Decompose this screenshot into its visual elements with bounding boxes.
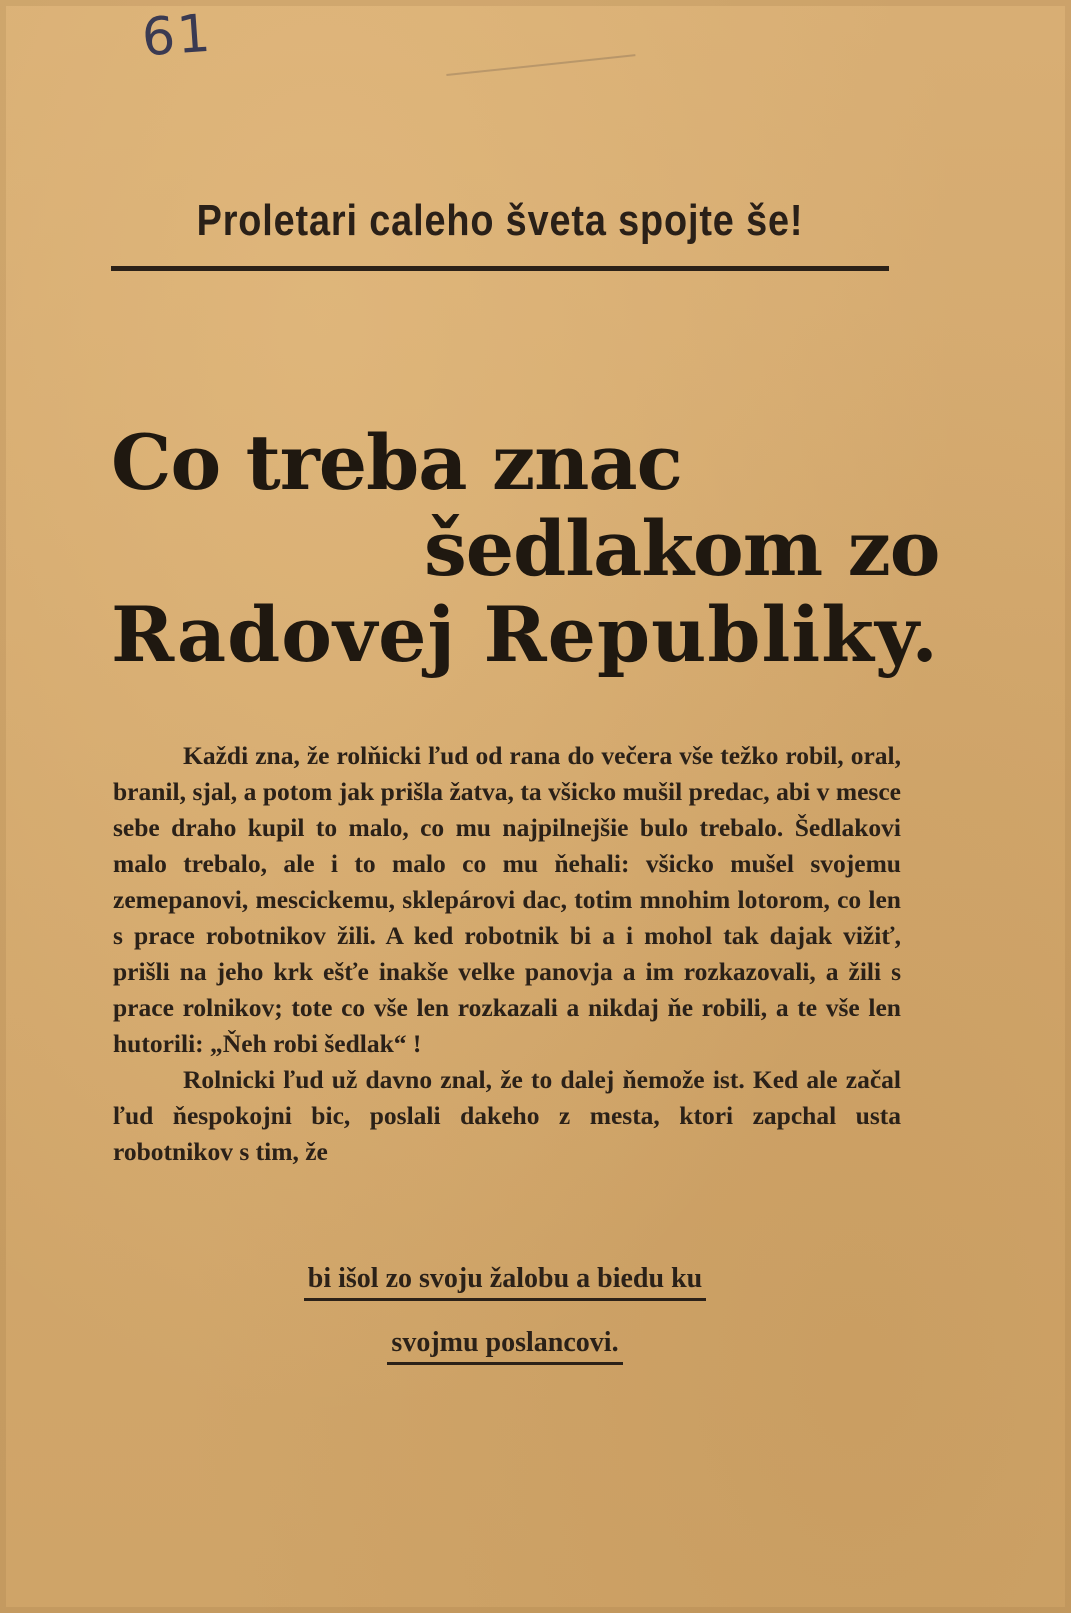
headline-line-1: Co treba znac [111, 418, 682, 507]
pencil-mark [446, 54, 639, 116]
paragraph-2: Rolnicki ľud už davno znal, že to dalej ňemože ist. Ked ale začal ľud ňespokojni bic, poslali dakeho z mesta, ktori zapchal usta robotnikov s tim, že [113, 1065, 901, 1166]
closing-line-2: svojmu poslancovi. [387, 1324, 622, 1365]
headline [111, 418, 940, 679]
closing-statement [180, 1248, 830, 1374]
body-text [113, 738, 901, 1170]
paragraph-1: Každi zna, že rolňicki ľud od rana do večera vše težko robil, oral, branil, sjal, a potom jak prišla žatva, ta všicko mušil predac, abi v mesce sebe draho kupil to malo, co mu najpilnejšie bulo trebalo. Šedlakovi malo trebalo, ale i to malo co mu ňehali: všicko mušel svojemu zemepanovi, mescickemu, sklepárovi dac, totim mnohim lotorom, co len s prace robotnikov žili. A ked robotnik bi a i mohol tak dajak vižiť, prišli na jeho krk ešťe inakše velke panovja a im rozkazovali, a žili s prace rolnikov; tote co vše len rozkazali a nikdaj ňe robili, a te vše len hutorili: „Ňeh robi šedlak“ ! [113, 741, 901, 1058]
archive-number: 61 [139, 3, 215, 69]
closing-line-1: bi išol zo svoju žalobu a biedu ku [304, 1260, 706, 1301]
motto-heading: Proletari caleho šveta spojte še! [196, 196, 804, 245]
motto-underline [111, 266, 889, 271]
headline-line-2: šedlakom zo [424, 504, 940, 593]
headline-line-3: Radovej Republiky. [111, 590, 939, 679]
